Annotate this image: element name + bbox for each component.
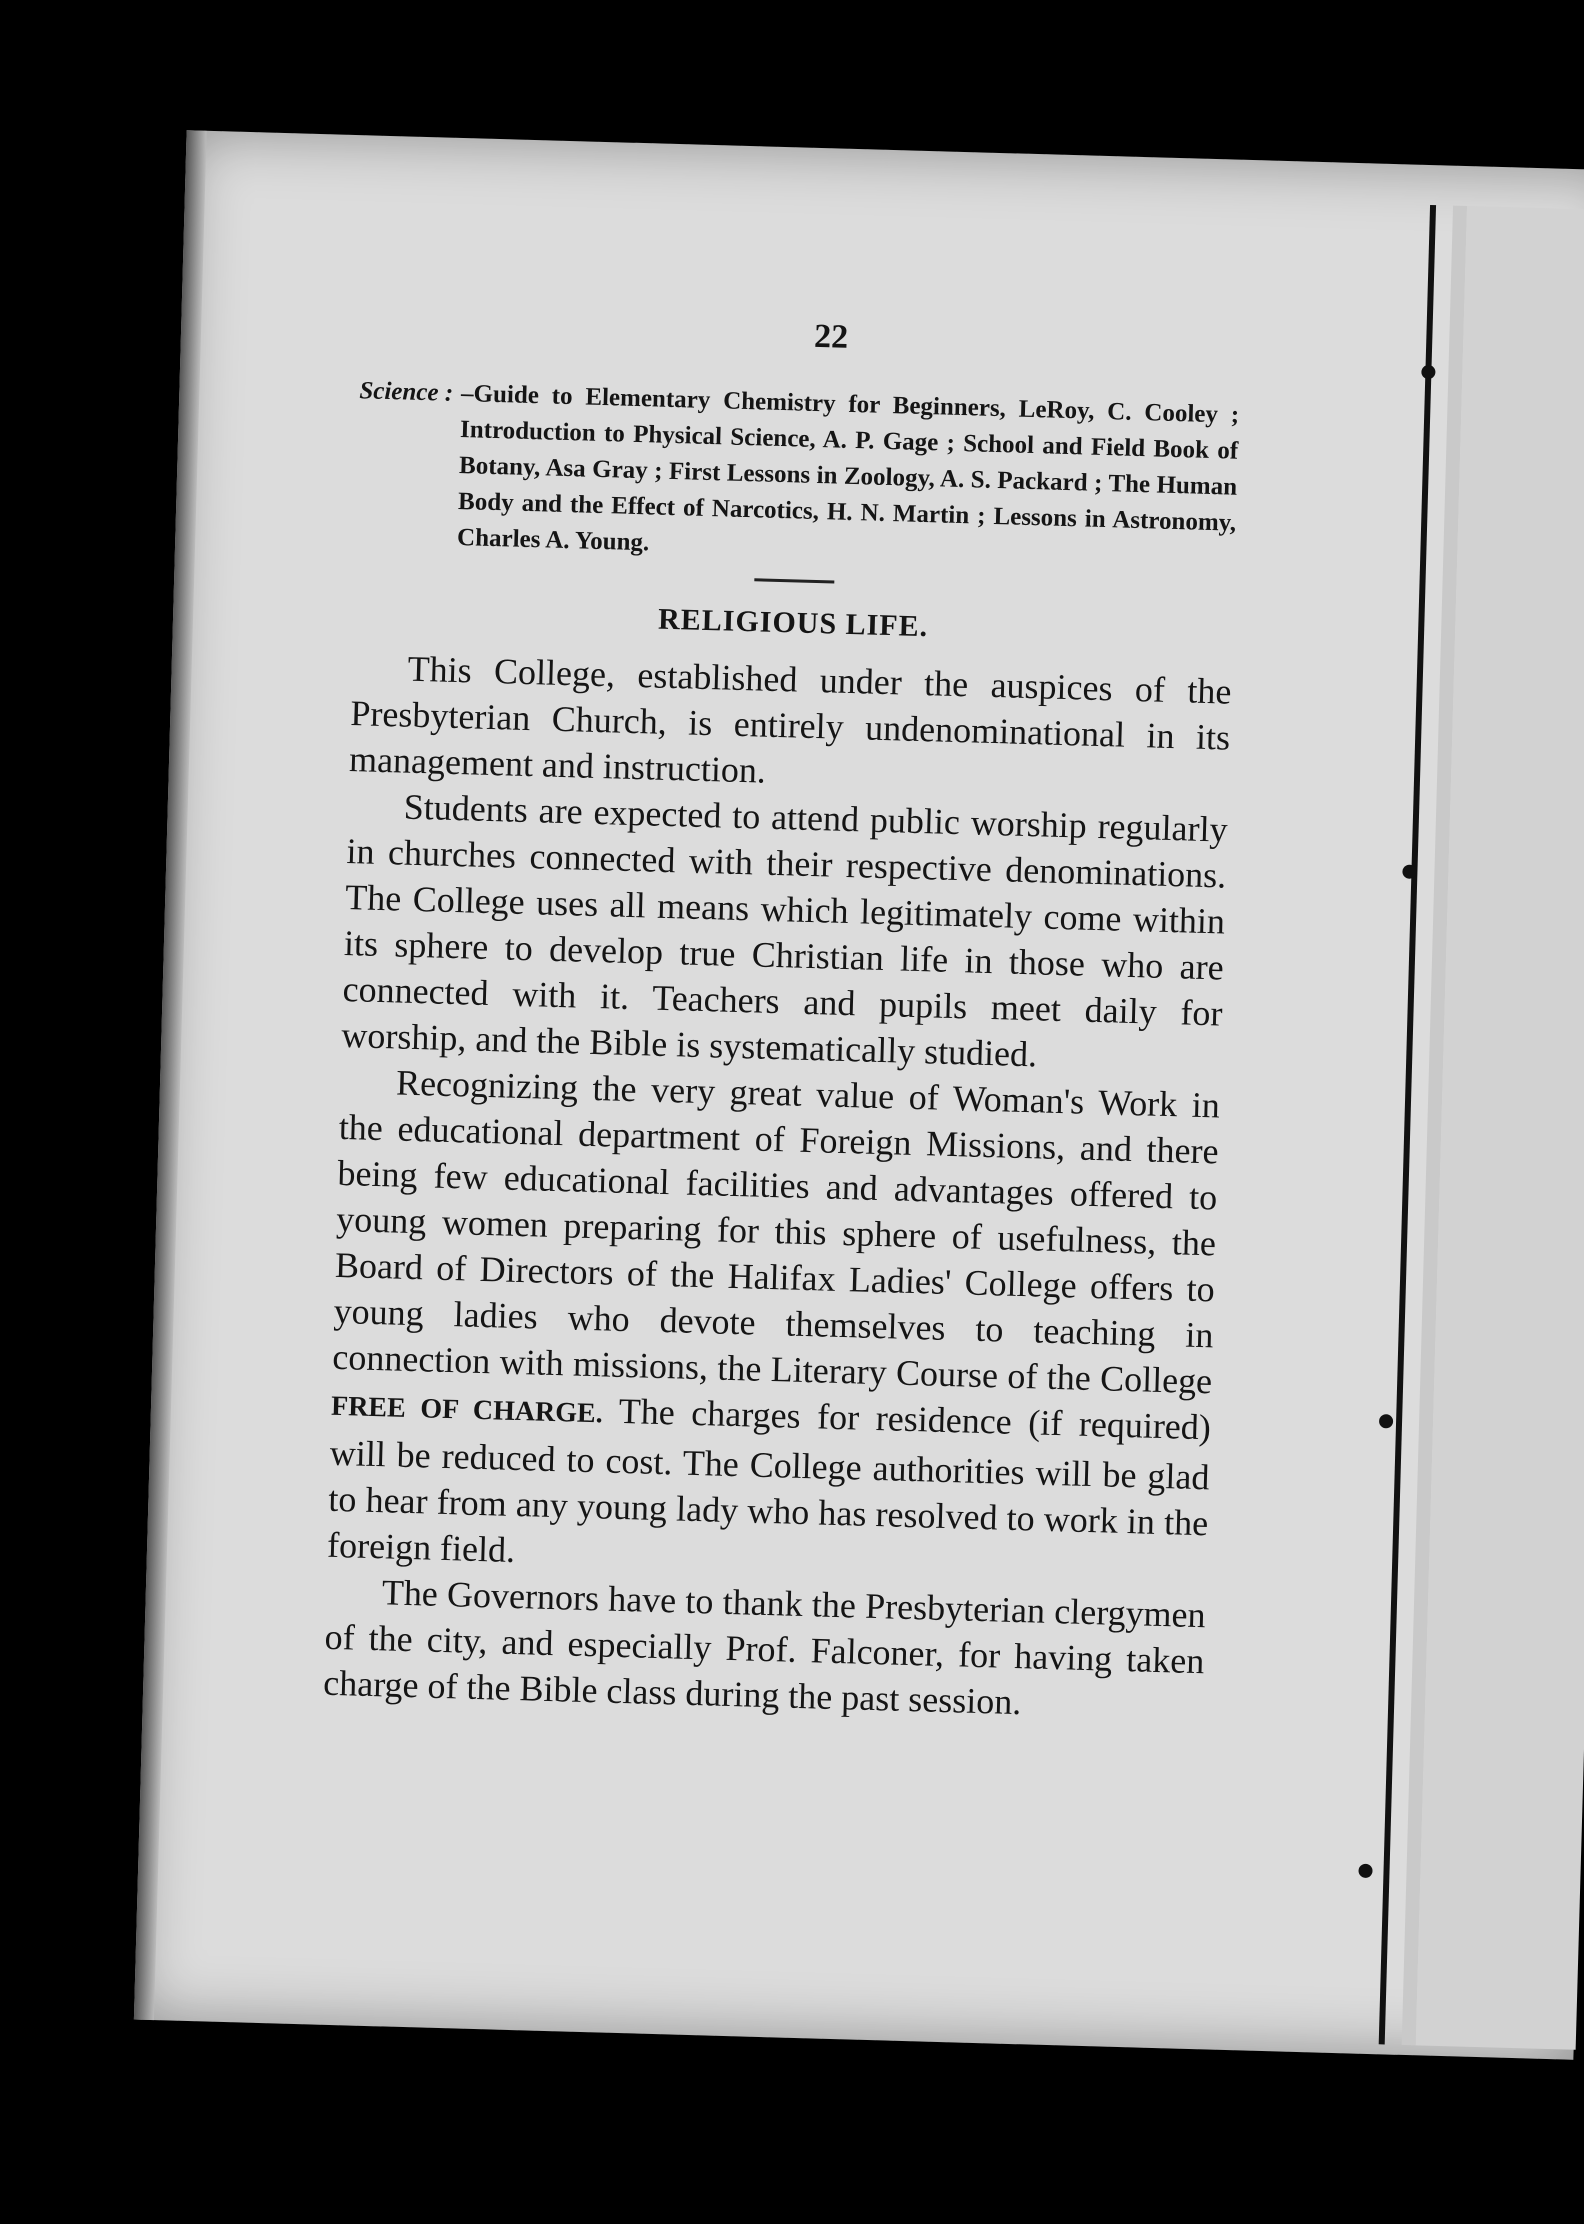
science-reading-list — [355, 373, 1240, 578]
page-content — [323, 305, 1242, 1730]
binding-stitch — [1358, 1864, 1372, 1878]
section-heading: RELIGIOUS LIFE. — [657, 602, 929, 644]
paragraph-4: The Governors have to thank the Presbyterian clergymen of the city, and especially Prof. Falconer, for having taken charge of the Bible class during the past session. — [322, 1572, 1207, 1723]
binding-stitch — [1421, 365, 1435, 379]
facing-page-edge — [1416, 206, 1584, 2050]
paragraph-2: Students are expected to attend public worship regularly in churches connected with their respective denominations. The College uses all means which legitimately come within its sphere to develop true Christian life in those who are connected with it. Teachers and pupils meet daily for worship, and the Bible is systematically studied. — [340, 786, 1229, 1075]
book-page — [134, 130, 1584, 2059]
paragraph-3-text-after: The charges for residence (if required) will be reduced to cost. The College authorities will be glad to hear from any young lady who has resolved to work in the foreign field. — [326, 1390, 1212, 1570]
science-text: –Guide to Elementary Chemistry for Beginners, LeRoy, C. Cooley ; Introduction to Physical Science, A. P. Gage ; School and Field Book of Botany, Asa Gray ; First Lessons in Zoology, A. S. Packard ; The Human Body and the Effect of Narcotics, H. N. Martin ; Lessons in Astronomy, Charles A. Young. — [456, 380, 1240, 557]
page-number: 22 — [813, 317, 849, 356]
paragraph-1: This College, established under the auspices of the Presbyterian Church, is entirely undenominational in its management and instruction. — [348, 648, 1232, 791]
binding-stitch — [1379, 1414, 1393, 1428]
free-of-charge-emphasis: FREE OF CHARGE. — [330, 1390, 604, 1430]
section-divider — [754, 578, 834, 583]
science-label: Science : — [359, 377, 454, 407]
paragraph-3-text-before: Recognizing the very great value of Woman's Work in the educational department of Foreign Missions, and there being few educational facilities and advantages offered to young women preparing for this sphere of usefulness, the Board of Directors of the Halifax Ladies' College offers to young ladies who devote themselves to teaching in connection with missions, the Literary Course of the College — [331, 1062, 1221, 1402]
paragraph-3 — [327, 1058, 1221, 1592]
page-edge-shadow — [134, 130, 207, 2020]
